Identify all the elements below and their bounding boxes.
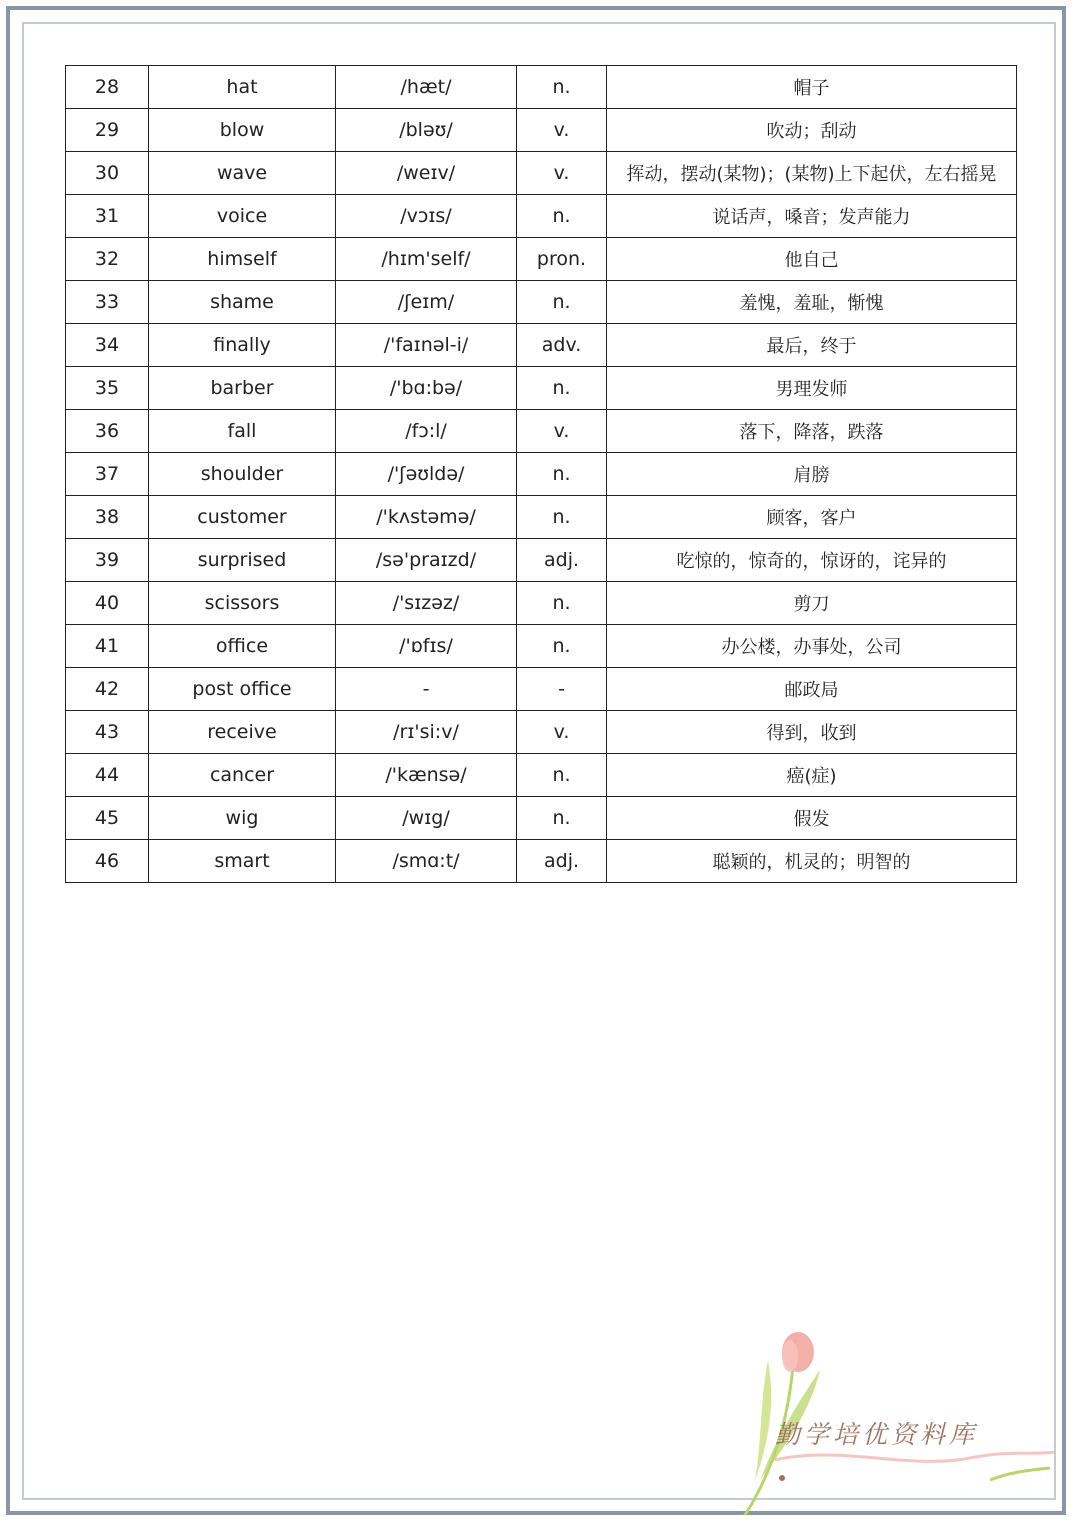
word-cell: shoulder: [149, 453, 336, 496]
part-of-speech-cell: n.: [517, 195, 607, 238]
row-number-cell: 33: [66, 281, 149, 324]
phonetic-cell: /'ʃəʊldə/: [336, 453, 517, 496]
row-number-cell: 41: [66, 625, 149, 668]
word-cell: office: [149, 625, 336, 668]
row-number-cell: 34: [66, 324, 149, 367]
table-row: [66, 238, 1017, 281]
table-row: [66, 539, 1017, 582]
phonetic-cell: /rɪ'si:v/: [336, 711, 517, 754]
row-number-cell: 40: [66, 582, 149, 625]
row-number-cell: 43: [66, 711, 149, 754]
meaning-cell: 挥动，摆动(某物)；(某物)上下起伏，左右摇晃: [607, 152, 1017, 195]
meaning-cell: 说话声，嗓音；发声能力: [607, 195, 1017, 238]
table-row: [66, 324, 1017, 367]
part-of-speech-cell: adv.: [517, 324, 607, 367]
table-row: [66, 582, 1017, 625]
table-row: [66, 367, 1017, 410]
table-row: [66, 66, 1017, 109]
meaning-cell: 男理发师: [607, 367, 1017, 410]
table-row: [66, 754, 1017, 797]
word-cell: wig: [149, 797, 336, 840]
row-number-cell: 38: [66, 496, 149, 539]
part-of-speech-cell: v.: [517, 410, 607, 453]
part-of-speech-cell: n.: [517, 281, 607, 324]
word-cell: wave: [149, 152, 336, 195]
phonetic-cell: -: [336, 668, 517, 711]
phonetic-cell: /'ɒfɪs/: [336, 625, 517, 668]
word-cell: smart: [149, 840, 336, 883]
vocabulary-table-body: [66, 66, 1017, 883]
meaning-cell: 羞愧，羞耻，惭愧: [607, 281, 1017, 324]
dot-icon: [779, 1475, 785, 1481]
part-of-speech-cell: pron.: [517, 238, 607, 281]
word-cell: receive: [149, 711, 336, 754]
row-number-cell: 42: [66, 668, 149, 711]
part-of-speech-cell: -: [517, 668, 607, 711]
part-of-speech-cell: adj.: [517, 539, 607, 582]
part-of-speech-cell: n.: [517, 582, 607, 625]
phonetic-cell: /'kʌstəmə/: [336, 496, 517, 539]
word-cell: hat: [149, 66, 336, 109]
row-number-cell: 44: [66, 754, 149, 797]
phonetic-cell: /smɑ:t/: [336, 840, 517, 883]
meaning-cell: 办公楼，办事处，公司: [607, 625, 1017, 668]
word-cell: himself: [149, 238, 336, 281]
row-number-cell: 46: [66, 840, 149, 883]
vocabulary-table: [65, 65, 1017, 883]
row-number-cell: 36: [66, 410, 149, 453]
word-cell: cancer: [149, 754, 336, 797]
meaning-cell: 落下，降落，跌落: [607, 410, 1017, 453]
table-row: [66, 668, 1017, 711]
part-of-speech-cell: n.: [517, 625, 607, 668]
word-cell: shame: [149, 281, 336, 324]
phonetic-cell: /'kænsə/: [336, 754, 517, 797]
table-row: [66, 152, 1017, 195]
part-of-speech-cell: v.: [517, 152, 607, 195]
meaning-cell: 聪颖的，机灵的；明智的: [607, 840, 1017, 883]
ground-line-icon: [775, 1452, 1055, 1461]
phonetic-cell: /hɪm'self/: [336, 238, 517, 281]
part-of-speech-cell: adj.: [517, 840, 607, 883]
phonetic-cell: /sə'praɪzd/: [336, 539, 517, 582]
phonetic-cell: /hæt/: [336, 66, 517, 109]
word-cell: finally: [149, 324, 336, 367]
meaning-cell: 假发: [607, 797, 1017, 840]
phonetic-cell: /ʃeɪm/: [336, 281, 517, 324]
table-row: [66, 195, 1017, 238]
part-of-speech-cell: n.: [517, 496, 607, 539]
table-row: [66, 625, 1017, 668]
meaning-cell: 最后，终于: [607, 324, 1017, 367]
table-row: [66, 797, 1017, 840]
phonetic-cell: /bləʊ/: [336, 109, 517, 152]
meaning-cell: 肩膀: [607, 453, 1017, 496]
meaning-cell: 他自己: [607, 238, 1017, 281]
phonetic-cell: /vɔɪs/: [336, 195, 517, 238]
phonetic-cell: /weɪv/: [336, 152, 517, 195]
part-of-speech-cell: v.: [517, 109, 607, 152]
tulip-flower-icon: [782, 1332, 814, 1372]
word-cell: scissors: [149, 582, 336, 625]
word-cell: voice: [149, 195, 336, 238]
word-cell: customer: [149, 496, 336, 539]
row-number-cell: 35: [66, 367, 149, 410]
meaning-cell: 吹动；刮动: [607, 109, 1017, 152]
word-cell: post office: [149, 668, 336, 711]
row-number-cell: 31: [66, 195, 149, 238]
grass-icon: [990, 1468, 1050, 1480]
row-number-cell: 32: [66, 238, 149, 281]
part-of-speech-cell: n.: [517, 453, 607, 496]
table-row: [66, 711, 1017, 754]
row-number-cell: 39: [66, 539, 149, 582]
phonetic-cell: /'sɪzəz/: [336, 582, 517, 625]
table-row: [66, 281, 1017, 324]
word-cell: blow: [149, 109, 336, 152]
phonetic-cell: /fɔ:l/: [336, 410, 517, 453]
watermark-text: 勤学培优资料库: [775, 1420, 979, 1449]
row-number-cell: 28: [66, 66, 149, 109]
part-of-speech-cell: v.: [517, 711, 607, 754]
part-of-speech-cell: n.: [517, 66, 607, 109]
table-row: [66, 496, 1017, 539]
phonetic-cell: /'faɪnəl-i/: [336, 324, 517, 367]
word-cell: surprised: [149, 539, 336, 582]
meaning-cell: 得到，收到: [607, 711, 1017, 754]
part-of-speech-cell: n.: [517, 797, 607, 840]
meaning-cell: 剪刀: [607, 582, 1017, 625]
table-row: [66, 410, 1017, 453]
word-cell: barber: [149, 367, 336, 410]
word-cell: fall: [149, 410, 336, 453]
row-number-cell: 29: [66, 109, 149, 152]
part-of-speech-cell: n.: [517, 754, 607, 797]
meaning-cell: 吃惊的，惊奇的，惊讶的，诧异的: [607, 539, 1017, 582]
meaning-cell: 癌(症): [607, 754, 1017, 797]
phonetic-cell: /wɪg/: [336, 797, 517, 840]
row-number-cell: 30: [66, 152, 149, 195]
meaning-cell: 帽子: [607, 66, 1017, 109]
row-number-cell: 45: [66, 797, 149, 840]
meaning-cell: 顾客，客户: [607, 496, 1017, 539]
part-of-speech-cell: n.: [517, 367, 607, 410]
meaning-cell: 邮政局: [607, 668, 1017, 711]
table-row: [66, 453, 1017, 496]
row-number-cell: 37: [66, 453, 149, 496]
table-row: [66, 109, 1017, 152]
phonetic-cell: /'bɑ:bə/: [336, 367, 517, 410]
table-row: [66, 840, 1017, 883]
